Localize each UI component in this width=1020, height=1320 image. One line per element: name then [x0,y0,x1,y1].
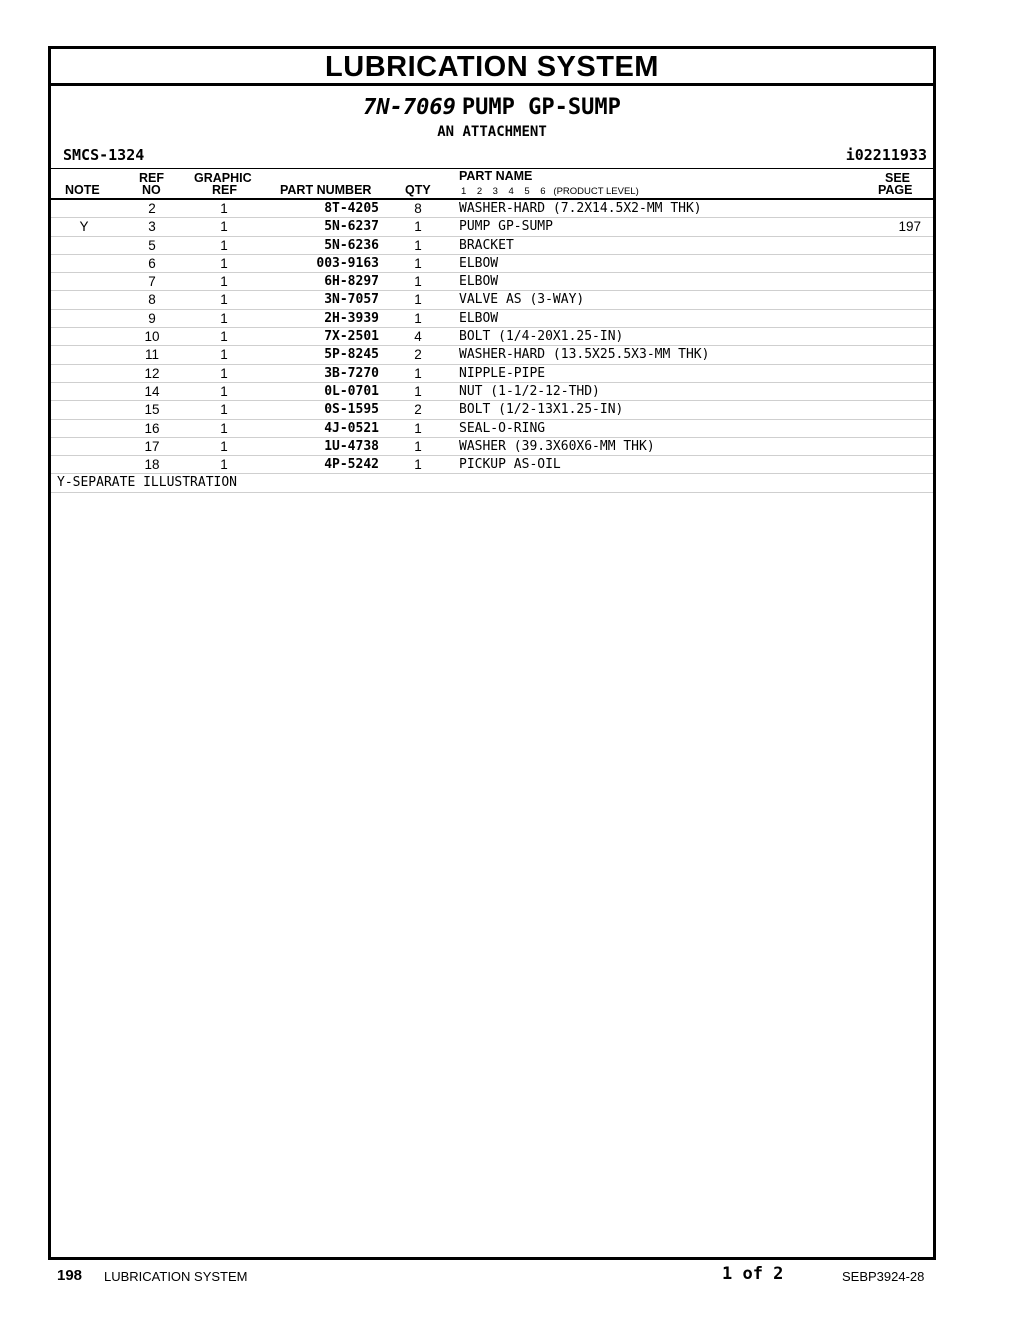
cell-part-number: 0S-1595 [324,402,379,418]
cell-qty: 1 [414,255,422,271]
cell-ref-no: 15 [144,402,160,418]
note-legend: Y-SEPARATE ILLUSTRATION [51,474,933,492]
cell-qty: 1 [414,438,422,454]
cell-ref-no: 2 [148,201,156,216]
document-id: SEBP3924-28 [842,1269,925,1284]
col-see-bottom: PAGE [878,183,913,197]
cell-graphic-ref: 1 [220,420,228,436]
cell-qty: 1 [414,365,422,381]
table-row [51,310,933,328]
cell-part-name: SEAL-O-RING [459,420,546,436]
cell-qty: 2 [414,402,422,418]
cell-part-number: 8T-4205 [324,201,379,216]
table-row [51,328,933,346]
cell-part-name: ELBOW [459,255,499,271]
cell-part-number: 1U-4738 [324,438,379,454]
cell-part-number: 0L-0701 [324,383,379,399]
col-part-name: PART NAME [459,169,533,183]
cell-qty: 1 [414,274,422,290]
cell-part-number: 7X-2501 [324,329,379,345]
col-ref-top: REF [139,171,164,185]
cell-part-name: ELBOW [459,310,499,326]
cell-part-name: BOLT (1/4-20X1.25-IN) [459,329,624,345]
cell-part-number: 2H-3939 [324,310,379,326]
cell-qty: 8 [414,201,422,216]
cell-ref-no: 6 [148,255,156,271]
table-row [51,273,933,291]
cell-graphic-ref: 1 [220,383,228,399]
table-row [51,237,933,255]
cell-part-name: PUMP GP-SUMP [459,219,553,235]
cell-part-number: 6H-8297 [324,274,379,290]
cell-graphic-ref: 1 [220,402,228,418]
cell-part-name: BOLT (1/2-13X1.25-IN) [459,402,624,418]
section-title: LUBRICATION SYSTEM [51,49,933,86]
cell-ref-no: 11 [144,347,159,363]
cell-see-page: 197 [898,219,921,235]
cell-part-number: 5P-8245 [324,347,379,363]
cell-graphic-ref: 1 [220,237,228,253]
cell-part-name: WASHER (39.3X60X6-MM THK) [459,438,655,454]
illustration-id: i02211933 [845,146,927,164]
cell-qty: 1 [414,237,422,253]
cell-graphic-ref: 1 [220,255,228,271]
attachment-label: AN ATTACHMENT [437,124,547,140]
cell-part-name: BRACKET [459,237,514,253]
cell-graphic-ref: 1 [220,310,228,326]
cell-part-name: WASHER-HARD (7.2X14.5X2-MM THK) [459,201,702,216]
col-ref-bottom: NO [142,183,161,197]
cell-ref-no: 14 [144,383,160,399]
col-graphic-top: GRAPHIC [194,171,252,185]
cell-qty: 1 [414,457,422,473]
col-part-number: PART NUMBER [280,183,372,197]
col-note: NOTE [65,183,100,197]
col-graphic-bottom: REF [212,183,237,197]
cell-qty: 1 [414,420,422,436]
footer-section: LUBRICATION SYSTEM [104,1269,248,1284]
table-row [51,401,933,419]
table-row [51,420,933,438]
cell-ref-no: 9 [148,310,156,326]
table-row [51,200,933,218]
cell-ref-no: 16 [144,420,160,436]
table-header [51,168,933,200]
table-row [51,291,933,309]
cell-graphic-ref: 1 [220,365,228,381]
assembly-part-number: 7N-7069 [363,95,456,120]
cell-part-number: 3N-7057 [324,292,379,308]
cell-part-number: 5N-6236 [324,237,379,253]
table-row [51,255,933,273]
cell-qty: 4 [414,329,422,345]
parts-list-frame [48,46,936,1260]
cell-graphic-ref: 1 [220,219,228,235]
cell-note: Y [79,219,89,235]
cell-qty: 1 [414,383,422,399]
cell-part-name: ELBOW [459,274,499,290]
cell-part-number: 4J-0521 [324,420,379,436]
cell-graphic-ref: 1 [220,347,228,363]
table-row [51,456,933,474]
cell-part-number: 3B-7270 [324,365,379,381]
cell-part-name: NUT (1-1/2-12-THD) [459,383,600,399]
table-row [51,365,933,383]
col-qty: QTY [405,183,431,197]
cell-graphic-ref: 1 [220,201,228,216]
reference-codes [51,142,933,168]
table-row [51,438,933,456]
cell-ref-no: 12 [144,365,160,381]
table-row [51,383,933,401]
cell-ref-no: 18 [144,457,160,473]
assembly-part-name: PUMP GP-SUMP [461,95,621,120]
cell-part-number: 5N-6237 [324,219,379,235]
cell-ref-no: 7 [148,274,156,290]
cell-qty: 2 [414,347,422,363]
cell-qty: 1 [414,292,422,308]
cell-part-name: PICKUP AS-OIL [459,457,561,473]
cell-ref-no: 8 [148,292,156,308]
page-number: 198 [57,1267,83,1284]
cell-qty: 1 [414,219,422,235]
page-footer [0,1264,1020,1288]
cell-part-name: NIPPLE-PIPE [459,365,546,381]
cell-ref-no: 10 [144,329,160,345]
cell-graphic-ref: 1 [220,292,228,308]
cell-part-number: 003-9163 [316,255,379,271]
cell-ref-no: 3 [148,219,156,235]
cell-graphic-ref: 1 [220,438,228,454]
table-row [51,218,933,236]
col-product-level: 1 2 3 4 5 6 (PRODUCT LEVEL) [461,186,639,197]
parts-table-body [51,200,933,474]
col-see-top: SEE [885,171,911,185]
cell-qty: 1 [414,310,422,326]
cell-graphic-ref: 1 [220,457,228,473]
smcs-code: SMCS-1324 [63,146,145,164]
cell-ref-no: 5 [148,237,156,253]
cell-ref-no: 17 [144,438,160,454]
cell-part-name: VALVE AS (3-WAY) [459,292,585,308]
table-row [51,346,933,364]
cell-part-name: WASHER-HARD (13.5X25.5X3-MM THK) [459,347,710,363]
assembly-heading [51,94,933,122]
cell-part-number: 4P-5242 [324,457,379,473]
page-of: 1 of 2 [722,1264,784,1284]
cell-graphic-ref: 1 [220,274,228,290]
cell-graphic-ref: 1 [220,329,228,345]
